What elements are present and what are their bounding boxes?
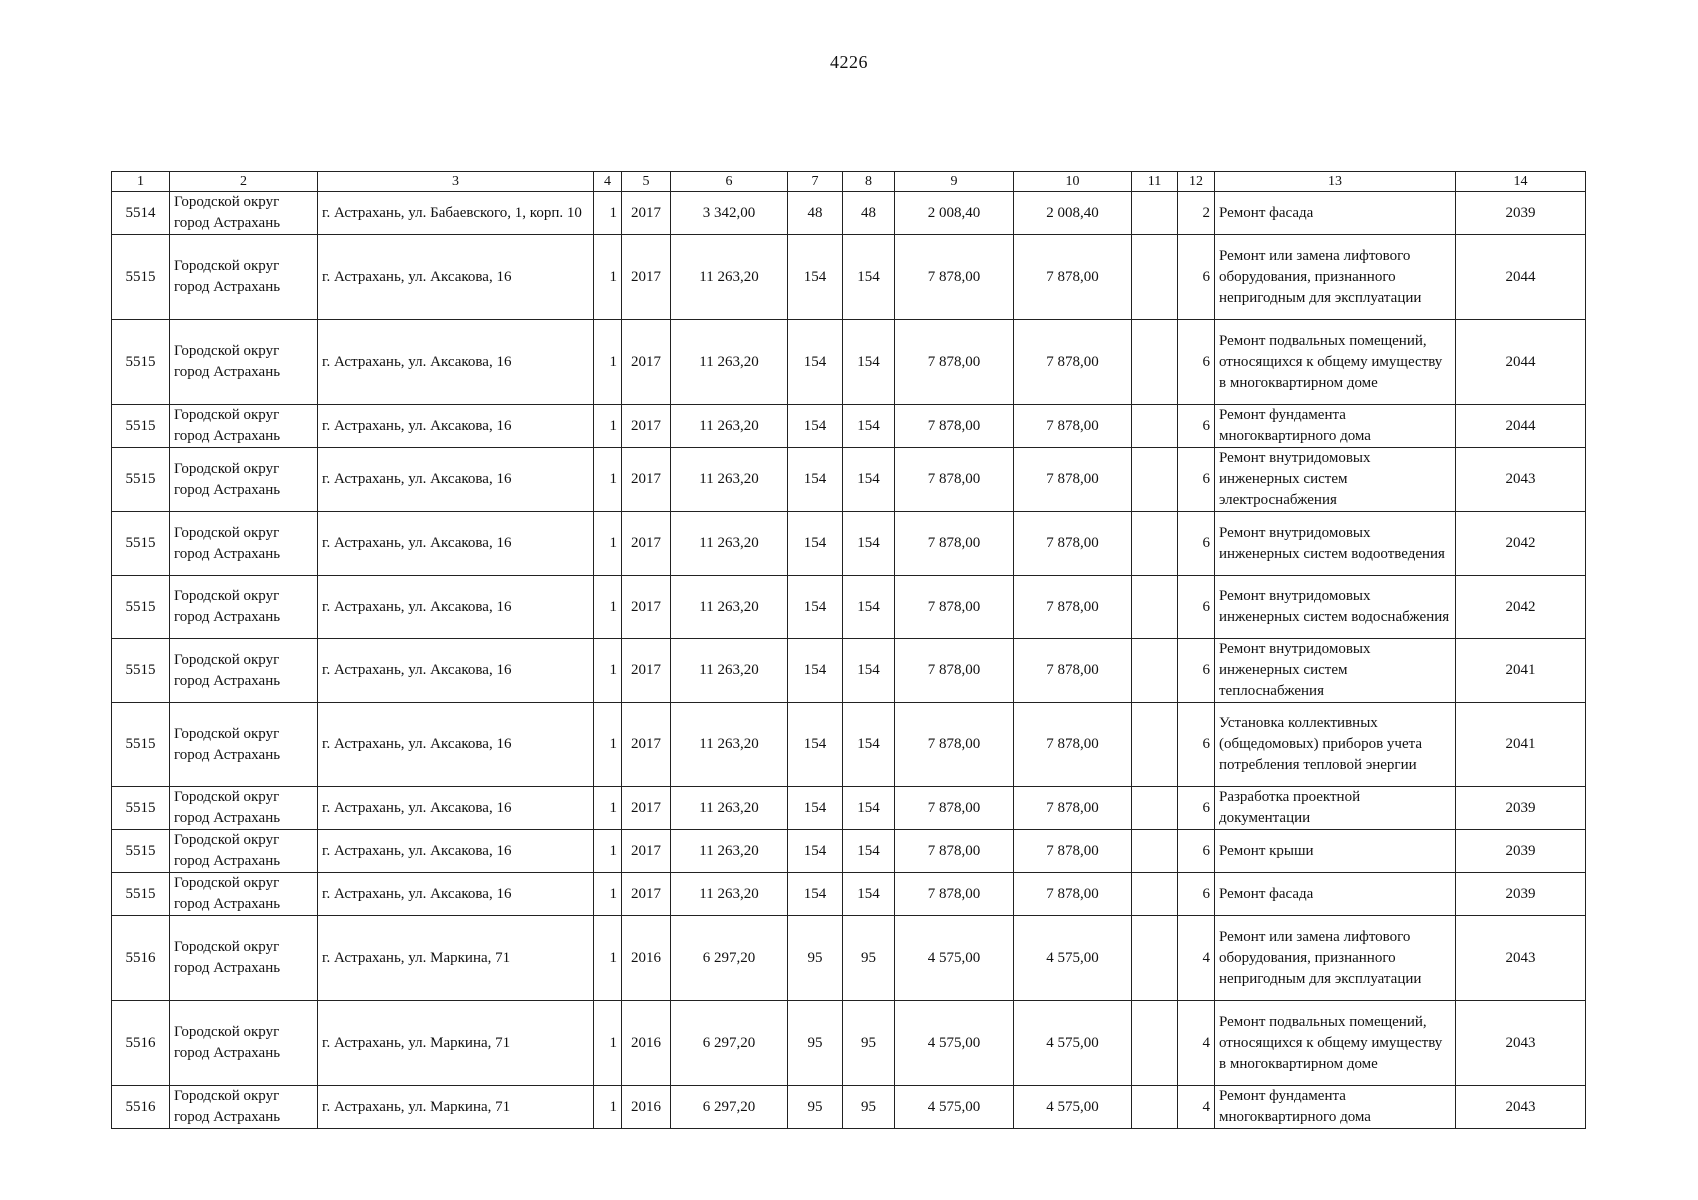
col4-cell: 1: [594, 320, 622, 405]
year-cell: 2017: [622, 320, 671, 405]
column-header: 2: [170, 172, 318, 192]
work-type-cell: Ремонт подвальных помещений, относящихся к общему имуществу в многоквартирном доме: [1215, 320, 1456, 405]
col4-cell: 1: [594, 448, 622, 512]
planned-year-cell: 2044: [1456, 320, 1586, 405]
row-number: 5515: [112, 873, 170, 916]
column-header: 12: [1178, 172, 1215, 192]
row-number: 5516: [112, 916, 170, 1001]
work-type-cell: Ремонт внутридомовых инженерных систем электроснабжения: [1215, 448, 1456, 512]
column-header: 7: [788, 172, 843, 192]
address-cell: г. Астрахань, ул. Аксакова, 16: [318, 448, 594, 512]
col4-cell: 1: [594, 1001, 622, 1086]
col6-cell: 11 263,20: [671, 405, 788, 448]
municipality-cell: Городской округ город Астрахань: [170, 830, 318, 873]
col4-cell: 1: [594, 873, 622, 916]
work-type-cell: Ремонт внутридомовых инженерных систем водоснабжения: [1215, 576, 1456, 639]
table-row: [112, 703, 1586, 787]
planned-year-cell: 2039: [1456, 192, 1586, 235]
col10-cell: 7 878,00: [1014, 787, 1132, 830]
col4-cell: 1: [594, 1086, 622, 1129]
row-number: 5515: [112, 320, 170, 405]
row-number: 5515: [112, 448, 170, 512]
address-cell: г. Астрахань, ул. Бабаевского, 1, корп. 10: [318, 192, 594, 235]
col12-cell: 6: [1178, 873, 1215, 916]
table-row: [112, 405, 1586, 448]
col9-cell: 7 878,00: [895, 576, 1014, 639]
row-number: 5515: [112, 830, 170, 873]
work-type-cell: Ремонт фундамента многоквартирного дома: [1215, 405, 1456, 448]
col7-cell: 154: [788, 787, 843, 830]
year-cell: 2017: [622, 405, 671, 448]
col7-cell: 154: [788, 703, 843, 787]
col8-cell: 154: [843, 576, 895, 639]
table-row: [112, 1086, 1586, 1129]
col10-cell: 7 878,00: [1014, 235, 1132, 320]
year-cell: 2016: [622, 1086, 671, 1129]
planned-year-cell: 2039: [1456, 830, 1586, 873]
municipality-cell: Городской округ город Астрахань: [170, 1086, 318, 1129]
col4-cell: 1: [594, 192, 622, 235]
col7-cell: 154: [788, 639, 843, 703]
col8-cell: 154: [843, 873, 895, 916]
row-number: 5515: [112, 787, 170, 830]
col4-cell: 1: [594, 916, 622, 1001]
table-row: [112, 192, 1586, 235]
col12-cell: 4: [1178, 916, 1215, 1001]
col9-cell: 7 878,00: [895, 320, 1014, 405]
col12-cell: 6: [1178, 576, 1215, 639]
municipality-cell: Городской округ город Астрахань: [170, 787, 318, 830]
planned-year-cell: 2043: [1456, 1086, 1586, 1129]
col10-cell: 4 575,00: [1014, 1001, 1132, 1086]
address-cell: г. Астрахань, ул. Аксакова, 16: [318, 787, 594, 830]
register-table: [111, 171, 1586, 1129]
col10-cell: 4 575,00: [1014, 916, 1132, 1001]
col6-cell: 11 263,20: [671, 787, 788, 830]
row-number: 5515: [112, 703, 170, 787]
col12-cell: 6: [1178, 703, 1215, 787]
work-type-cell: Ремонт фундамента многоквартирного дома: [1215, 1086, 1456, 1129]
year-cell: 2017: [622, 787, 671, 830]
column-header: 13: [1215, 172, 1456, 192]
col10-cell: 7 878,00: [1014, 703, 1132, 787]
year-cell: 2017: [622, 576, 671, 639]
work-type-cell: Разработка проектной документации: [1215, 787, 1456, 830]
municipality-cell: Городской округ город Астрахань: [170, 405, 318, 448]
col10-cell: 7 878,00: [1014, 405, 1132, 448]
work-type-cell: Ремонт или замена лифтового оборудования, признанного непригодным для эксплуатации: [1215, 916, 1456, 1001]
table-row: [112, 320, 1586, 405]
col6-cell: 11 263,20: [671, 448, 788, 512]
work-type-cell: Ремонт или замена лифтового оборудования, признанного непригодным для эксплуатации: [1215, 235, 1456, 320]
year-cell: 2016: [622, 1001, 671, 1086]
page-number: 4226: [830, 52, 868, 72]
col10-cell: 7 878,00: [1014, 639, 1132, 703]
col11-cell: [1132, 703, 1178, 787]
year-cell: 2017: [622, 639, 671, 703]
col8-cell: 95: [843, 1001, 895, 1086]
col12-cell: 6: [1178, 320, 1215, 405]
col11-cell: [1132, 873, 1178, 916]
col12-cell: 4: [1178, 1001, 1215, 1086]
col6-cell: 11 263,20: [671, 512, 788, 576]
row-number: 5515: [112, 576, 170, 639]
column-header: 6: [671, 172, 788, 192]
table-row: [112, 512, 1586, 576]
col8-cell: 154: [843, 787, 895, 830]
municipality-cell: Городской округ город Астрахань: [170, 235, 318, 320]
address-cell: г. Астрахань, ул. Аксакова, 16: [318, 512, 594, 576]
planned-year-cell: 2043: [1456, 1001, 1586, 1086]
table-row: [112, 235, 1586, 320]
col4-cell: 1: [594, 639, 622, 703]
planned-year-cell: 2043: [1456, 448, 1586, 512]
column-header: 11: [1132, 172, 1178, 192]
col12-cell: 6: [1178, 448, 1215, 512]
address-cell: г. Астрахань, ул. Аксакова, 16: [318, 235, 594, 320]
col7-cell: 95: [788, 916, 843, 1001]
table-row: [112, 576, 1586, 639]
col9-cell: 7 878,00: [895, 703, 1014, 787]
table-row: [112, 448, 1586, 512]
address-cell: г. Астрахань, ул. Аксакова, 16: [318, 405, 594, 448]
planned-year-cell: 2044: [1456, 235, 1586, 320]
col9-cell: 4 575,00: [895, 1086, 1014, 1129]
year-cell: 2017: [622, 830, 671, 873]
register-table-container: [111, 171, 1585, 1129]
col6-cell: 3 342,00: [671, 192, 788, 235]
municipality-cell: Городской округ город Астрахань: [170, 448, 318, 512]
col7-cell: 154: [788, 512, 843, 576]
year-cell: 2017: [622, 192, 671, 235]
municipality-cell: Городской округ город Астрахань: [170, 192, 318, 235]
col7-cell: 154: [788, 448, 843, 512]
col10-cell: 4 575,00: [1014, 1086, 1132, 1129]
col6-cell: 6 297,20: [671, 1086, 788, 1129]
col4-cell: 1: [594, 512, 622, 576]
col7-cell: 154: [788, 405, 843, 448]
col7-cell: 154: [788, 830, 843, 873]
row-number: 5515: [112, 639, 170, 703]
col6-cell: 11 263,20: [671, 703, 788, 787]
col12-cell: 6: [1178, 235, 1215, 320]
col7-cell: 154: [788, 873, 843, 916]
work-type-cell: Ремонт фасада: [1215, 192, 1456, 235]
col7-cell: 154: [788, 320, 843, 405]
planned-year-cell: 2044: [1456, 405, 1586, 448]
column-header: 8: [843, 172, 895, 192]
column-header: 14: [1456, 172, 1586, 192]
col6-cell: 11 263,20: [671, 639, 788, 703]
col4-cell: 1: [594, 405, 622, 448]
municipality-cell: Городской округ город Астрахань: [170, 873, 318, 916]
col10-cell: 7 878,00: [1014, 512, 1132, 576]
column-header: 5: [622, 172, 671, 192]
col8-cell: 154: [843, 703, 895, 787]
address-cell: г. Астрахань, ул. Аксакова, 16: [318, 830, 594, 873]
col4-cell: 1: [594, 830, 622, 873]
col10-cell: 2 008,40: [1014, 192, 1132, 235]
col8-cell: 154: [843, 448, 895, 512]
col7-cell: 95: [788, 1086, 843, 1129]
col8-cell: 95: [843, 916, 895, 1001]
planned-year-cell: 2043: [1456, 916, 1586, 1001]
address-cell: г. Астрахань, ул. Маркина, 71: [318, 1001, 594, 1086]
col4-cell: 1: [594, 703, 622, 787]
col8-cell: 154: [843, 320, 895, 405]
address-cell: г. Астрахань, ул. Аксакова, 16: [318, 873, 594, 916]
col4-cell: 1: [594, 235, 622, 320]
municipality-cell: Городской округ город Астрахань: [170, 512, 318, 576]
planned-year-cell: 2042: [1456, 576, 1586, 639]
col9-cell: 7 878,00: [895, 235, 1014, 320]
municipality-cell: Городской округ город Астрахань: [170, 1001, 318, 1086]
col12-cell: 6: [1178, 830, 1215, 873]
column-header: 10: [1014, 172, 1132, 192]
col7-cell: 154: [788, 576, 843, 639]
work-type-cell: Ремонт крыши: [1215, 830, 1456, 873]
address-cell: г. Астрахань, ул. Аксакова, 16: [318, 576, 594, 639]
table-body: [112, 192, 1586, 1129]
col9-cell: 7 878,00: [895, 448, 1014, 512]
col8-cell: 154: [843, 830, 895, 873]
col10-cell: 7 878,00: [1014, 576, 1132, 639]
col6-cell: 11 263,20: [671, 235, 788, 320]
col11-cell: [1132, 512, 1178, 576]
work-type-cell: Ремонт внутридомовых инженерных систем водоотведения: [1215, 512, 1456, 576]
col6-cell: 6 297,20: [671, 916, 788, 1001]
col11-cell: [1132, 916, 1178, 1001]
work-type-cell: Ремонт внутридомовых инженерных систем теплоснабжения: [1215, 639, 1456, 703]
planned-year-cell: 2039: [1456, 787, 1586, 830]
col10-cell: 7 878,00: [1014, 448, 1132, 512]
col6-cell: 11 263,20: [671, 873, 788, 916]
col6-cell: 6 297,20: [671, 1001, 788, 1086]
col11-cell: [1132, 1086, 1178, 1129]
table-row: [112, 873, 1586, 916]
col7-cell: 154: [788, 235, 843, 320]
table-row: [112, 1001, 1586, 1086]
column-header: 9: [895, 172, 1014, 192]
col4-cell: 1: [594, 576, 622, 639]
col4-cell: 1: [594, 787, 622, 830]
year-cell: 2016: [622, 916, 671, 1001]
municipality-cell: Городской округ город Астрахань: [170, 703, 318, 787]
row-number: 5516: [112, 1001, 170, 1086]
header-row: [112, 172, 1586, 192]
col12-cell: 6: [1178, 512, 1215, 576]
work-type-cell: Ремонт подвальных помещений, относящихся к общему имуществу в многоквартирном доме: [1215, 1001, 1456, 1086]
planned-year-cell: 2041: [1456, 639, 1586, 703]
col6-cell: 11 263,20: [671, 830, 788, 873]
municipality-cell: Городской округ город Астрахань: [170, 576, 318, 639]
year-cell: 2017: [622, 873, 671, 916]
col8-cell: 154: [843, 405, 895, 448]
work-type-cell: Установка коллективных (общедомовых) приборов учета потребления тепловой энергии: [1215, 703, 1456, 787]
col12-cell: 2: [1178, 192, 1215, 235]
address-cell: г. Астрахань, ул. Маркина, 71: [318, 916, 594, 1001]
col10-cell: 7 878,00: [1014, 873, 1132, 916]
col12-cell: 6: [1178, 639, 1215, 703]
col12-cell: 6: [1178, 787, 1215, 830]
planned-year-cell: 2039: [1456, 873, 1586, 916]
col11-cell: [1132, 830, 1178, 873]
year-cell: 2017: [622, 703, 671, 787]
col12-cell: 4: [1178, 1086, 1215, 1129]
col9-cell: 7 878,00: [895, 639, 1014, 703]
col9-cell: 7 878,00: [895, 830, 1014, 873]
municipality-cell: Городской округ город Астрахань: [170, 320, 318, 405]
column-header: 1: [112, 172, 170, 192]
column-header: 4: [594, 172, 622, 192]
work-type-cell: Ремонт фасада: [1215, 873, 1456, 916]
col8-cell: 154: [843, 512, 895, 576]
col6-cell: 11 263,20: [671, 320, 788, 405]
row-number: 5514: [112, 192, 170, 235]
year-cell: 2017: [622, 512, 671, 576]
col9-cell: 7 878,00: [895, 787, 1014, 830]
col11-cell: [1132, 448, 1178, 512]
table-row: [112, 787, 1586, 830]
col9-cell: 7 878,00: [895, 512, 1014, 576]
planned-year-cell: 2041: [1456, 703, 1586, 787]
col11-cell: [1132, 1001, 1178, 1086]
col11-cell: [1132, 320, 1178, 405]
table-row: [112, 830, 1586, 873]
year-cell: 2017: [622, 448, 671, 512]
col11-cell: [1132, 405, 1178, 448]
col12-cell: 6: [1178, 405, 1215, 448]
municipality-cell: Городской округ город Астрахань: [170, 639, 318, 703]
column-header: 3: [318, 172, 594, 192]
col11-cell: [1132, 192, 1178, 235]
col6-cell: 11 263,20: [671, 576, 788, 639]
col9-cell: 4 575,00: [895, 1001, 1014, 1086]
address-cell: г. Астрахань, ул. Аксакова, 16: [318, 639, 594, 703]
col9-cell: 2 008,40: [895, 192, 1014, 235]
col9-cell: 7 878,00: [895, 873, 1014, 916]
col8-cell: 154: [843, 639, 895, 703]
col9-cell: 4 575,00: [895, 916, 1014, 1001]
row-number: 5516: [112, 1086, 170, 1129]
col8-cell: 95: [843, 1086, 895, 1129]
row-number: 5515: [112, 405, 170, 448]
col11-cell: [1132, 576, 1178, 639]
row-number: 5515: [112, 512, 170, 576]
municipality-cell: Городской округ город Астрахань: [170, 916, 318, 1001]
year-cell: 2017: [622, 235, 671, 320]
table-row: [112, 916, 1586, 1001]
planned-year-cell: 2042: [1456, 512, 1586, 576]
col8-cell: 154: [843, 235, 895, 320]
table-row: [112, 639, 1586, 703]
col11-cell: [1132, 787, 1178, 830]
col10-cell: 7 878,00: [1014, 830, 1132, 873]
address-cell: г. Астрахань, ул. Аксакова, 16: [318, 320, 594, 405]
col9-cell: 7 878,00: [895, 405, 1014, 448]
col7-cell: 95: [788, 1001, 843, 1086]
row-number: 5515: [112, 235, 170, 320]
col10-cell: 7 878,00: [1014, 320, 1132, 405]
address-cell: г. Астрахань, ул. Аксакова, 16: [318, 703, 594, 787]
col8-cell: 48: [843, 192, 895, 235]
col7-cell: 48: [788, 192, 843, 235]
address-cell: г. Астрахань, ул. Маркина, 71: [318, 1086, 594, 1129]
col11-cell: [1132, 639, 1178, 703]
col11-cell: [1132, 235, 1178, 320]
